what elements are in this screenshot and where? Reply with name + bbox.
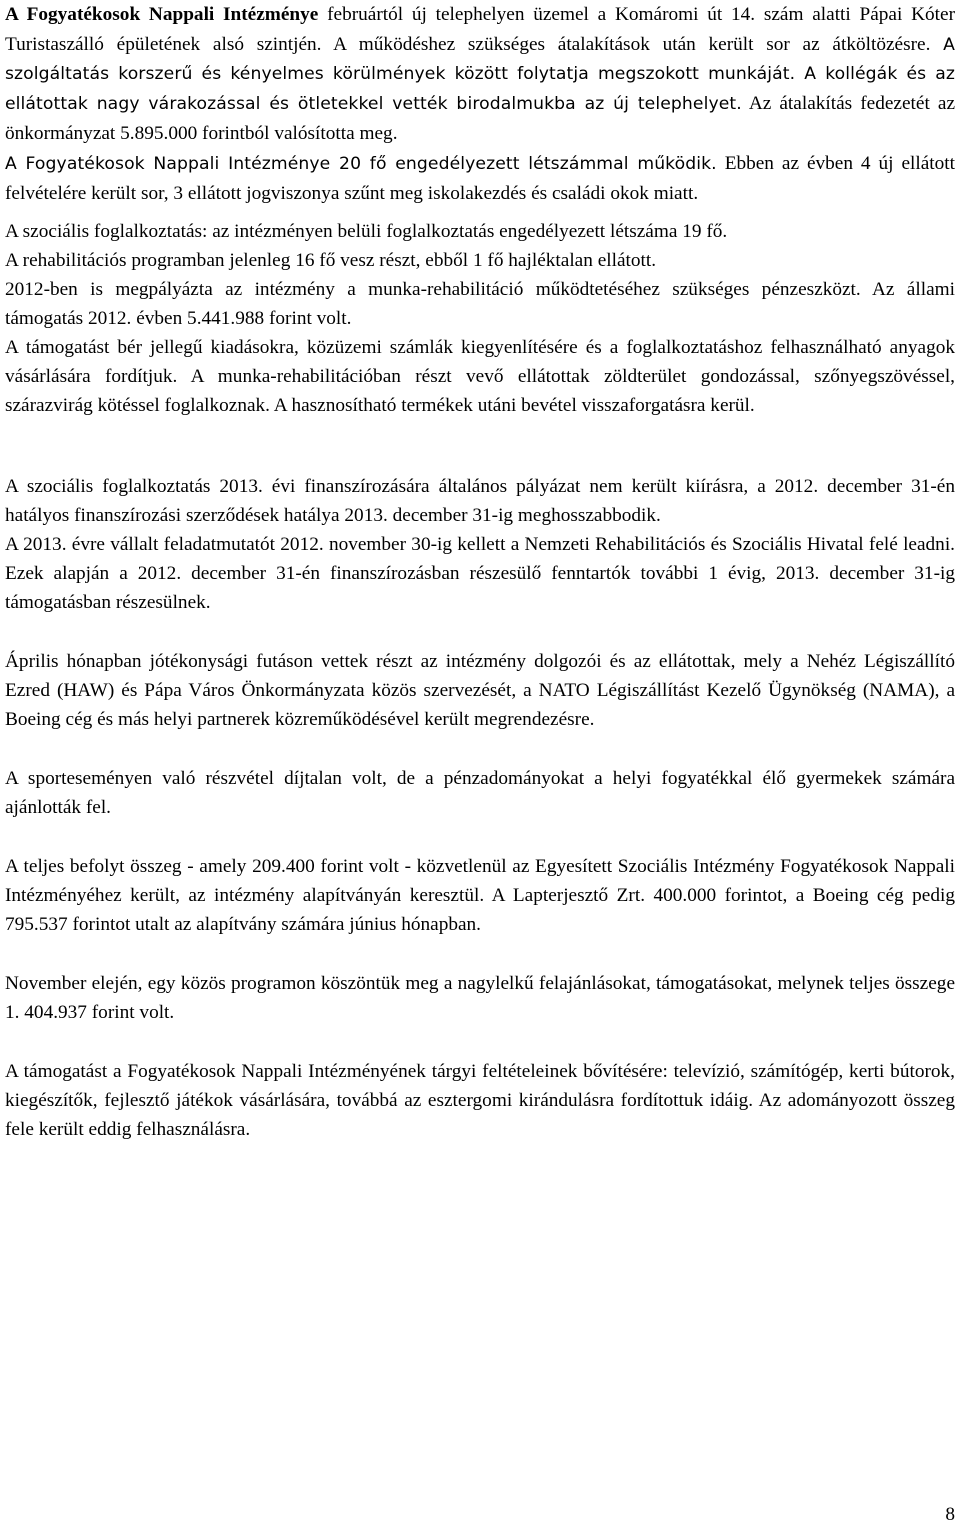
spacer: [5, 822, 955, 852]
paragraph-new-site: [5, 0, 955, 149]
paragraph-2012-funding: 2012-ben is megpályázta az intézmény a munka-rehabilitáció működtetéséhez szükséges pénzeszközt. Az állami támogatás 2012. évben 5.441.988 forint volt.: [5, 279, 955, 329]
institution-name-bold: A Fogyatékosok Nappali Intézménye: [5, 4, 319, 25]
paragraph-charity-run: Április hónapban jótékonysági futáson vettek részt az intézmény dolgozói és az ellátottak, mely a Nehéz Légiszállító Ezred (HAW) és Pápa Város Önkormányzata közös szervezését, a NATO Légiszállítást Kezelő Ügynökség (NAMA), a Boeing cég és más helyi partnerek közreműködésével került megrendezésre.: [5, 651, 955, 730]
paragraph-2013-indicators: A 2013. évre vállalt feladatmutatót 2012. november 30-ig kellett a Nemzeti Rehabilitációs és Szociális Hivatal felé leadni. Ezek alapján a 2012. december 31-én finanszírozásban részesülő fenntartók további 1 évig, 2013. december 31-ig támogatásban részesülnek.: [5, 534, 955, 613]
spacer: [5, 939, 955, 969]
page-number: 8: [945, 1504, 955, 1525]
paragraph-support-spending: A támogatást a Fogyatékosok Nappali Intézményének tárgyi feltételeinek bővítésére: televízió, számítógép, kerti bútorok, kiegészítők, fejlesztő játékok vásárlására, továbbá az esztergomi kirándulásra fordítottuk idáig. Az adományozott összeg fele került eddig felhasználásra.: [5, 1061, 955, 1140]
paragraph-social-employment: A szociális foglalkoztatás: az intézményen belüli foglalkoztatás engedélyezett létszáma 19 fő.: [5, 221, 728, 242]
spacer: [5, 734, 955, 764]
paragraph-capacity-sans: A Fogyatékosok Nappali Intézménye 20 fő engedélyezett létszámmal működik.: [5, 154, 717, 174]
paragraph-sport-event: A sporteseményen való részvétel díjtalan volt, de a pénzadományokat a helyi fogyatékkal élő gyermekek számára ajánlották fel.: [5, 768, 955, 818]
paragraph-capacity-text: Ebben az évben 4 új ellátott felvételére került sor, 3 ellátott jogviszonya szűnt meg iskolakezdés és családi okok miatt.: [5, 153, 955, 204]
paragraph-new-site-text-b: Az átalakítás fedezetét az önkormányzat 5.895.000 forintból valósította meg.: [5, 93, 955, 144]
paragraph-rehab-program: A rehabilitációs programban jelenleg 16 fő vesz részt, ebből 1 fő hajléktalan ellátott.: [5, 250, 657, 271]
paragraph-total-amount: A teljes befolyt összeg - amely 209.400 forint volt - közvetlenül az Egyesített Szociális Intézmény Fogyatékosok Nappali Intézményéhez került, az intézmény alapítványán keresztül. A Lapterjesztő Zrt. 400.000 forintot, a Boeing cég pedig 795.537 forintot utalt az alapítvány számára június hónapban.: [5, 856, 955, 935]
paragraph-new-site-text-a: februártól új telephelyen üzemel a Komáromi út 14. szám alatti Pápai Kóter Turistaszálló épületének alsó szintjén. A működéshez szükséges átalakítások után került sor az átköltözésre.: [5, 4, 955, 55]
spacer: [5, 1027, 955, 1057]
spacer: [5, 617, 955, 647]
paragraph-new-site-sans: A szolgáltatás korszerű és kényelmes körülmények között folytatja megszokott munkáját. A kollégák és az ellátottak nagy várakozással és ötletekkel vették birodalmukba az új telephelyet.: [5, 35, 955, 114]
spacer: [5, 209, 955, 217]
document-page: [5, 0, 955, 1144]
paragraph-capacity: [5, 149, 955, 209]
paragraph-support-usage: A támogatást bér jellegű kiadásokra, közüzemi számlák kiegyenlítésére és a foglalkoztatáshoz felhasználható anyagok vásárlására fordítjuk. A munka-rehabilitációban részt vevő ellátottak zöldterület gondozással, szőnyegszövéssel, szárazvirág kötéssel foglalkoznak. A hasznosítható termékek utáni bevétel visszaforgatásra kerül.: [5, 337, 955, 416]
paragraph-november-program: November elején, egy közös programon köszöntük meg a nagylelkű felajánlásokat, támogatásokat, melynek teljes összege 1. 404.937 forint volt.: [5, 973, 955, 1023]
spacer: [5, 420, 955, 472]
paragraph-2013-financing: A szociális foglalkoztatás 2013. évi finanszírozására általános pályázat nem került kiírásra, a 2012. december 31-én hatályos finanszírozási szerződések hatálya 2013. december 31-ig meghosszabbodik.: [5, 476, 955, 526]
